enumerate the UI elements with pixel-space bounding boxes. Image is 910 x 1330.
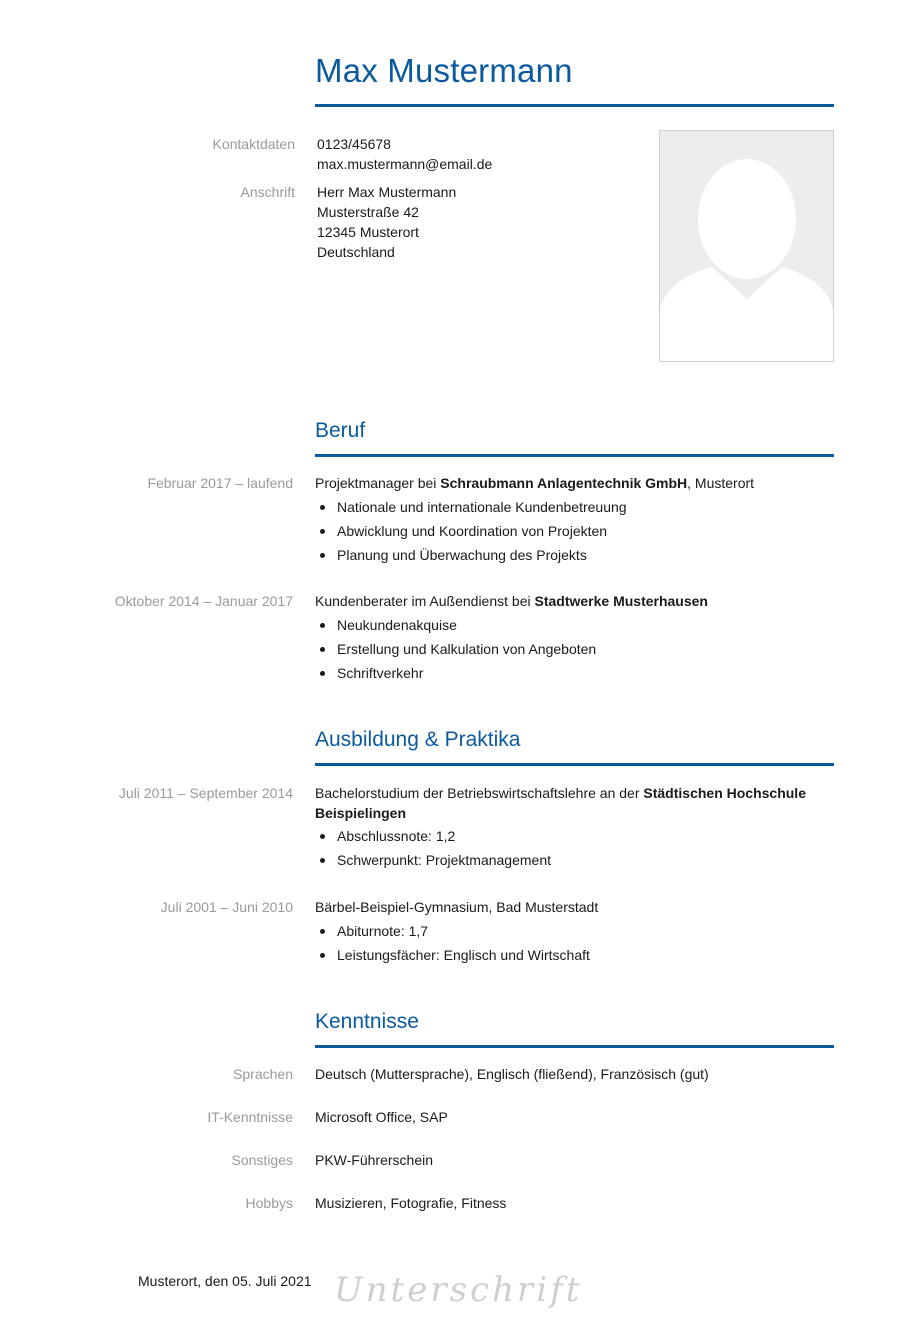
person-silhouette-icon	[660, 131, 833, 361]
entry-date: Februar 2017 – laufend	[147, 475, 293, 491]
section-title-ausbildung: Ausbildung & Praktika	[315, 728, 521, 751]
list-item: Leistungsfächer: Englisch und Wirtschaft	[315, 943, 590, 967]
entry-date: Juli 2011 – September 2014	[118, 785, 293, 801]
section-divider	[315, 763, 834, 766]
entry-date: Juli 2001 – Juni 2010	[160, 899, 293, 915]
skill-value: Microsoft Office, SAP	[315, 1109, 448, 1125]
profile-photo	[659, 130, 834, 362]
skill-label: Sprachen	[233, 1066, 293, 1082]
skill-label: Sonstiges	[231, 1152, 293, 1168]
list-item: Schwerpunkt: Projektmanagement	[315, 848, 551, 872]
place-date: Musterort, den 05. Juli 2021	[138, 1273, 312, 1289]
contact-label: Kontaktdaten	[212, 136, 295, 152]
list-item: Schriftverkehr	[315, 661, 596, 685]
email-address: max.mustermann@email.de	[317, 156, 493, 172]
skill-label: Hobbys	[245, 1195, 293, 1211]
address-line: Musterstraße 42	[317, 204, 419, 220]
list-item: Erstellung und Kalkulation von Angeboten	[315, 637, 596, 661]
address-line: 12345 Musterort	[317, 224, 419, 240]
entry-bullets	[315, 495, 627, 567]
entry-bullets	[315, 613, 596, 685]
entry-date: Oktober 2014 – Januar 2017	[114, 593, 293, 609]
section-divider	[315, 1045, 834, 1048]
entry-bullets	[315, 919, 590, 967]
address-line: Herr Max Mustermann	[317, 184, 457, 200]
address-label: Anschrift	[240, 184, 295, 200]
list-item: Planung und Überwachung des Projekts	[315, 543, 627, 567]
skill-label: IT-Kenntnisse	[207, 1109, 293, 1125]
skill-value: PKW-Führerschein	[315, 1152, 434, 1168]
phone-number: 0123/45678	[317, 136, 391, 152]
entry-bullets	[315, 824, 551, 872]
section-divider	[315, 454, 834, 457]
address-line: Deutschland	[317, 244, 395, 260]
list-item: Abschlussnote: 1,2	[315, 824, 551, 848]
list-item: Abwicklung und Koordination von Projekten	[315, 519, 627, 543]
entry-heading: Kundenberater im Außendienst bei Stadtwerke Musterhausen	[315, 593, 708, 609]
skill-value: Musizieren, Fotografie, Fitness	[315, 1195, 507, 1211]
title-divider	[315, 104, 834, 107]
section-title-beruf: Beruf	[315, 419, 366, 442]
page-title: Max Mustermann	[315, 52, 573, 89]
list-item: Neukundenakquise	[315, 613, 596, 637]
section-title-kenntnisse: Kenntnisse	[315, 1010, 419, 1033]
entry-heading: Bärbel-Beispiel-Gymnasium, Bad Musterstadt	[315, 899, 599, 915]
skill-value: Deutsch (Muttersprache), Englisch (fließend), Französisch (gut)	[315, 1066, 709, 1082]
list-item: Abiturnote: 1,7	[315, 919, 590, 943]
signature: Unterschrift	[334, 1270, 583, 1310]
entry-heading: Bachelorstudium der Betriebswirtschaftslehre an der Städtischen Hochschule Beispielingen	[315, 785, 806, 821]
entry-heading: Projektmanager bei Schraubmann Anlagentechnik GmbH, Musterort	[315, 475, 755, 491]
list-item: Nationale und internationale Kundenbetreuung	[315, 495, 627, 519]
